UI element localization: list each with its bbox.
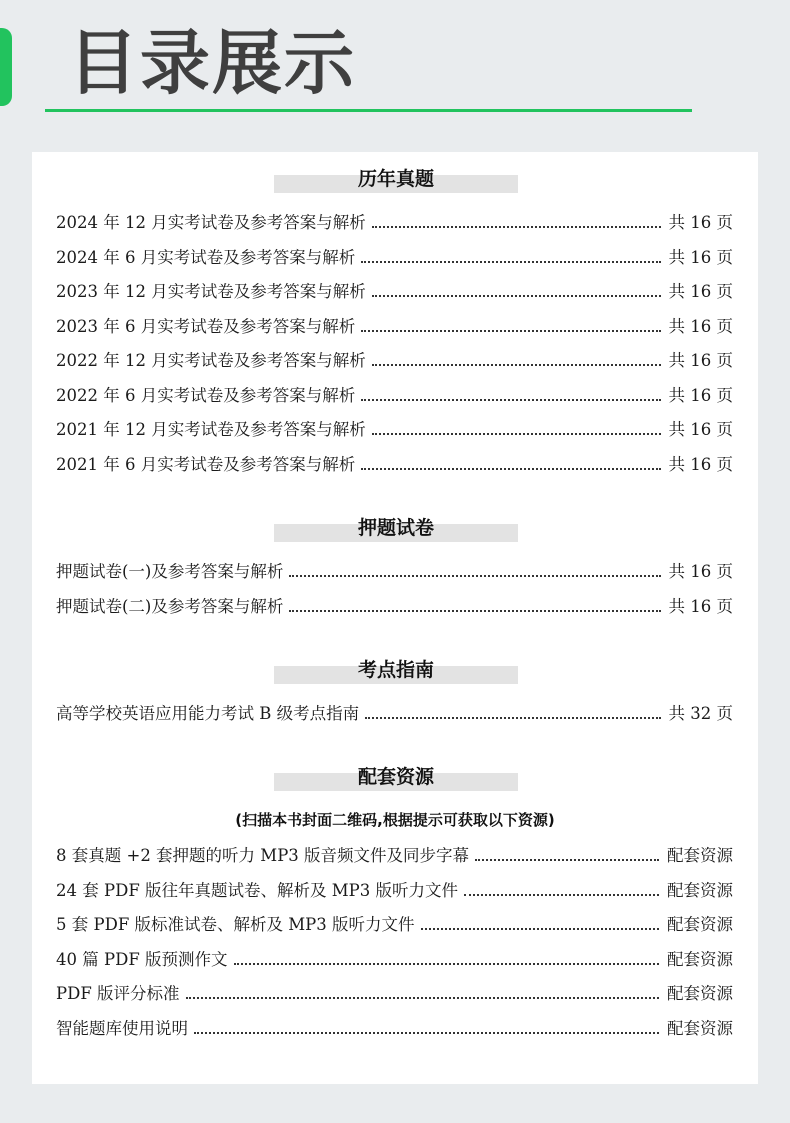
section-header-predicted-papers [274, 517, 518, 542]
toc-item-pages: 共 16 页 [668, 351, 733, 370]
green-accent-tab [0, 28, 12, 106]
toc-panel [32, 152, 758, 1084]
toc-row [56, 980, 733, 1006]
toc-item-label: PDF 版评分标准 [56, 984, 180, 1003]
section-header-past-papers [274, 168, 518, 193]
toc-item-pages: 共 16 页 [668, 455, 733, 474]
toc-item-pages: 共 16 页 [668, 562, 733, 581]
toc-item-label: 2021 年 12 月实考试卷及参考答案与解析 [56, 420, 366, 439]
toc-item-label: 5 套 PDF 版标准试卷、解析及 MP3 版听力文件 [56, 915, 415, 934]
toc-item-pages: 共 16 页 [668, 597, 733, 616]
dot-leader [372, 433, 661, 435]
toc-row [56, 1015, 733, 1041]
section-title: 考点指南 [357, 659, 434, 681]
toc-item-label: 高等学校英语应用能力考试 B 级考点指南 [56, 704, 360, 723]
toc-item-label: 2022 年 6 月实考试卷及参考答案与解析 [56, 386, 356, 405]
dot-leader [372, 226, 661, 228]
toc-item-label: 24 套 PDF 版往年真题试卷、解析及 MP3 版听力文件 [56, 881, 458, 900]
toc-row [56, 700, 733, 726]
toc-row [56, 558, 733, 584]
toc-row [56, 347, 733, 373]
resources-note: (扫描本书封面二维码,根据提示可获取以下资源) [235, 811, 555, 829]
toc-item-label: 押题试卷(一)及参考答案与解析 [56, 562, 284, 581]
title-underline [45, 109, 692, 112]
toc-item-label: 8 套真题 +2 套押题的听力 MP3 版音频文件及同步字幕 [56, 846, 470, 865]
toc-item-label: 2024 年 6 月实考试卷及参考答案与解析 [56, 248, 356, 267]
dot-leader [186, 997, 659, 999]
dot-leader [361, 468, 660, 470]
toc-item-pages: 配套资源 [667, 1019, 733, 1038]
toc-item-pages: 共 16 页 [668, 282, 733, 301]
toc-item-pages: 共 16 页 [668, 386, 733, 405]
toc-item-label: 智能题库使用说明 [56, 1019, 188, 1038]
section-title: 配套资源 [357, 766, 434, 788]
dot-leader [475, 859, 659, 861]
toc-row [56, 593, 733, 619]
page-title: 目录展示 [68, 22, 356, 104]
toc-row [56, 382, 733, 408]
toc-item-pages: 配套资源 [667, 915, 733, 934]
toc-item-pages: 共 16 页 [668, 420, 733, 439]
dot-leader [365, 717, 660, 719]
toc-item-label: 2023 年 6 月实考试卷及参考答案与解析 [56, 317, 356, 336]
toc-row [56, 877, 733, 903]
section-title: 历年真题 [357, 168, 434, 190]
toc-item-label: 2024 年 12 月实考试卷及参考答案与解析 [56, 213, 366, 232]
dot-leader [234, 963, 659, 965]
toc-item-label: 2022 年 12 月实考试卷及参考答案与解析 [56, 351, 366, 370]
toc-row [56, 313, 733, 339]
toc-item-pages: 配套资源 [667, 881, 733, 900]
toc-item-label: 押题试卷(二)及参考答案与解析 [56, 597, 284, 616]
toc-row [56, 451, 733, 477]
section-header-resources [274, 766, 518, 791]
section-header-exam-guide [274, 659, 518, 684]
toc-item-label: 2023 年 12 月实考试卷及参考答案与解析 [56, 282, 366, 301]
toc-row [56, 946, 733, 972]
dot-leader [372, 295, 661, 297]
toc-row [56, 244, 733, 270]
dot-leader [361, 399, 660, 401]
toc-row [56, 278, 733, 304]
toc-item-pages: 配套资源 [667, 846, 733, 865]
toc-row [56, 911, 733, 937]
toc-row [56, 209, 733, 235]
dot-leader [194, 1032, 659, 1034]
toc-item-pages: 共 16 页 [668, 213, 733, 232]
toc-item-pages: 共 16 页 [668, 248, 733, 267]
toc-item-pages: 共 16 页 [668, 317, 733, 336]
toc-row [56, 842, 733, 868]
toc-row [56, 416, 733, 442]
toc-item-pages: 共 32 页 [668, 704, 733, 723]
toc-item-label: 40 篇 PDF 版预测作文 [56, 950, 228, 969]
section-title: 押题试卷 [357, 517, 434, 539]
dot-leader [289, 575, 660, 577]
dot-leader [421, 928, 660, 930]
toc-item-label: 2021 年 6 月实考试卷及参考答案与解析 [56, 455, 356, 474]
dot-leader [361, 330, 660, 332]
dot-leader [289, 610, 660, 612]
dot-leader [372, 364, 661, 366]
dot-leader [464, 894, 659, 896]
toc-item-pages: 配套资源 [667, 950, 733, 969]
dot-leader [361, 261, 660, 263]
toc-item-pages: 配套资源 [667, 984, 733, 1003]
